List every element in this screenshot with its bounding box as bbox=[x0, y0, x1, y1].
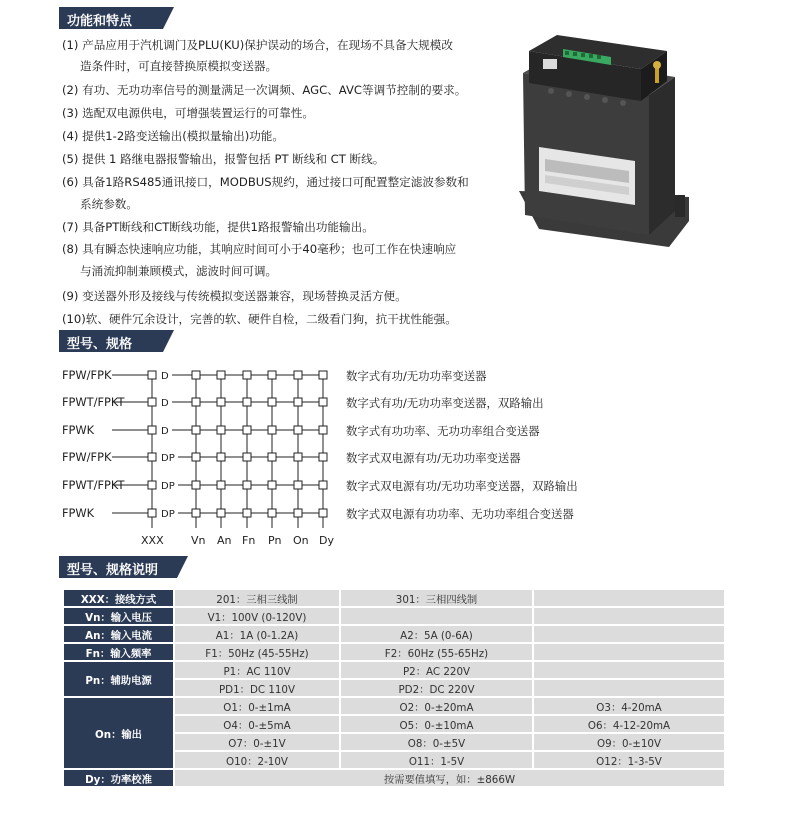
table-cell: F2：60Hz (55-65Hz) bbox=[340, 643, 533, 661]
table-cell: O7：0-±1V bbox=[174, 733, 340, 751]
marker-label: Vn bbox=[191, 534, 206, 547]
spec-table bbox=[62, 588, 726, 788]
row-label: XXX：接线方式 bbox=[63, 589, 174, 607]
table-cell: O11：1-5V bbox=[340, 751, 533, 769]
model-description: 数字式有功功率、无功功率组合变送器 bbox=[346, 424, 540, 438]
table-cell: O10：2-10V bbox=[174, 751, 340, 769]
code-box bbox=[294, 398, 302, 406]
code-box bbox=[268, 453, 276, 461]
code-box bbox=[268, 509, 276, 517]
code-box bbox=[192, 453, 200, 461]
code-box bbox=[217, 453, 225, 461]
code-box bbox=[192, 371, 200, 379]
code-box bbox=[294, 481, 302, 489]
code-box bbox=[268, 371, 276, 379]
code-box bbox=[319, 426, 327, 434]
table-cell: P1：AC 110V bbox=[174, 661, 340, 679]
code-letter: DP bbox=[161, 481, 175, 492]
code-letter: DP bbox=[161, 509, 175, 520]
feature-item: (3) 选配双电源供电，可增强装置运行的可靠性。 bbox=[62, 106, 314, 120]
code-box bbox=[319, 509, 327, 517]
code-box bbox=[319, 453, 327, 461]
model-description: 数字式有功/无功功率变送器 bbox=[346, 369, 487, 383]
model-code-diagram bbox=[110, 360, 335, 530]
table-cell: O4：0-±5mA bbox=[174, 715, 340, 733]
code-box bbox=[148, 509, 156, 517]
feature-item: 与涌流抑制兼顾模式，滤波时间可调。 bbox=[80, 264, 278, 278]
row-label: An：输入电流 bbox=[63, 625, 174, 643]
table-cell: P2：AC 220V bbox=[340, 661, 533, 679]
code-box bbox=[148, 398, 156, 406]
code-box bbox=[294, 453, 302, 461]
code-box bbox=[148, 453, 156, 461]
code-box bbox=[217, 398, 225, 406]
table-cell: O5：0-±10mA bbox=[340, 715, 533, 733]
section-title: 型号、规格 bbox=[67, 337, 133, 352]
row-label: Dy：功率校准 bbox=[63, 769, 174, 787]
marker-label: On bbox=[293, 534, 309, 547]
table-cell: 201：三相三线制 bbox=[174, 589, 340, 607]
code-letter: D bbox=[161, 398, 169, 409]
feature-item: 系统参数。 bbox=[80, 197, 138, 211]
code-box bbox=[192, 481, 200, 489]
marker-label: An bbox=[217, 534, 232, 547]
code-box bbox=[268, 398, 276, 406]
section-title: 功能和特点 bbox=[67, 14, 133, 29]
table-cell: A2：5A (0-6A) bbox=[340, 625, 533, 643]
model-name: FPW/FPK bbox=[62, 368, 112, 382]
code-box bbox=[319, 398, 327, 406]
row-label: On：输出 bbox=[63, 697, 174, 769]
code-box bbox=[217, 481, 225, 489]
table-cell: PD2：DC 220V bbox=[340, 679, 533, 697]
code-box bbox=[243, 426, 251, 434]
feature-item: (2) 有功、无功功率信号的测量满足一次调频、AGC、AVC等调节控制的要求。 bbox=[62, 83, 467, 97]
feature-item: (10)软、硬件冗余设计，完善的软、硬件自检，二级看门狗，抗干扰性能强。 bbox=[62, 312, 457, 326]
code-box bbox=[217, 509, 225, 517]
table-cell: PD1：DC 110V bbox=[174, 679, 340, 697]
code-box bbox=[192, 426, 200, 434]
code-box bbox=[294, 426, 302, 434]
table-row bbox=[63, 607, 725, 625]
table-row bbox=[63, 769, 725, 787]
feature-item: (4) 提供1-2路变送输出(模拟量输出)功能。 bbox=[62, 129, 284, 143]
model-description: 数字式双电源有功功率、无功功率组合变送器 bbox=[346, 507, 574, 521]
model-name: FPWT/FPKT bbox=[62, 478, 125, 492]
table-cell: V1：100V (0-120V) bbox=[174, 607, 340, 625]
marker-label: Pn bbox=[268, 534, 282, 547]
row-label: Fn：输入频率 bbox=[63, 643, 174, 661]
code-box bbox=[319, 481, 327, 489]
table-cell bbox=[533, 643, 725, 661]
marker-label: Fn bbox=[242, 534, 256, 547]
code-letter: DP bbox=[161, 453, 175, 464]
table-cell bbox=[533, 661, 725, 679]
table-cell: 301：三相四线制 bbox=[340, 589, 533, 607]
table-cell bbox=[533, 625, 725, 643]
table-cell: O12：1-3-5V bbox=[533, 751, 725, 769]
feature-item: (8) 具有瞬态快速响应功能，其响应时间可小于40毫秒；也可工作在快速响应 bbox=[62, 242, 457, 256]
code-box bbox=[148, 426, 156, 434]
feature-item: (7) 具备PT断线和CT断线功能，提供1路报警输出功能输出。 bbox=[62, 220, 374, 234]
marker-label: Dy bbox=[319, 534, 334, 547]
table-row bbox=[63, 643, 725, 661]
code-box bbox=[319, 371, 327, 379]
code-box bbox=[217, 426, 225, 434]
feature-item: (9) 变送器外形及接线与传统模拟变送器兼容，现场替换灵活方便。 bbox=[62, 289, 407, 303]
row-label: Vn：输入电压 bbox=[63, 607, 174, 625]
code-box bbox=[243, 481, 251, 489]
feature-item: (6) 具备1路RS485通讯接口，MODBUS规约，通过接口可配置整定滤波参数和 bbox=[62, 175, 469, 189]
table-row bbox=[63, 589, 725, 607]
code-box bbox=[294, 371, 302, 379]
code-box bbox=[243, 509, 251, 517]
code-box bbox=[243, 371, 251, 379]
table-cell bbox=[533, 589, 725, 607]
section-header-models bbox=[59, 330, 174, 352]
model-name: FPWK bbox=[62, 423, 95, 437]
table-cell: A1：1A (0-1.2A) bbox=[174, 625, 340, 643]
section-header-features bbox=[59, 7, 174, 29]
feature-item: (1) 产品应用于汽机调门及PLU(KU)保护误动的场合，在现场不具备大规模改 bbox=[62, 38, 453, 52]
code-box bbox=[148, 481, 156, 489]
model-description: 数字式双电源有功/无功功率变送器，双路输出 bbox=[346, 479, 578, 493]
table-cell: O1：0-±1mA bbox=[174, 697, 340, 715]
model-name: FPW/FPK bbox=[62, 450, 112, 464]
feature-item: (5) 提供 1 路继电器报警输出，报警包括 PT 断线和 CT 断线。 bbox=[62, 152, 385, 166]
table-cell: 按需要值填写，如：±866W bbox=[174, 769, 725, 787]
table-cell bbox=[533, 679, 725, 697]
table-cell: O9：0-±10V bbox=[533, 733, 725, 751]
marker-label: XXX bbox=[141, 534, 164, 547]
code-box bbox=[268, 426, 276, 434]
table-cell: O8：0-±5V bbox=[340, 733, 533, 751]
code-box bbox=[192, 398, 200, 406]
code-box bbox=[243, 398, 251, 406]
feature-item: 造条件时，可直接替换原模拟变送器。 bbox=[80, 59, 278, 73]
model-name: FPWT/FPKT bbox=[62, 395, 125, 409]
table-cell: O6：4-12-20mA bbox=[533, 715, 725, 733]
code-letter: D bbox=[161, 371, 169, 382]
code-box bbox=[294, 509, 302, 517]
transducer-device-photo bbox=[499, 15, 695, 247]
model-name: FPWK bbox=[62, 506, 95, 520]
row-label: Pn：辅助电源 bbox=[63, 661, 174, 697]
code-letter: D bbox=[161, 426, 169, 437]
code-box bbox=[217, 371, 225, 379]
section-title: 型号、规格说明 bbox=[67, 563, 159, 578]
code-box bbox=[268, 481, 276, 489]
table-cell bbox=[340, 607, 533, 625]
table-row bbox=[63, 697, 725, 715]
table-cell bbox=[533, 607, 725, 625]
model-description: 数字式双电源有功/无功功率变送器 bbox=[346, 451, 521, 465]
section-header-spec bbox=[59, 556, 189, 578]
table-cell: O3：4-20mA bbox=[533, 697, 725, 715]
model-description: 数字式有功/无功功率变送器，双路输出 bbox=[346, 396, 544, 410]
table-cell: O2：0-±20mA bbox=[340, 697, 533, 715]
code-box bbox=[192, 509, 200, 517]
table-cell: F1：50Hz (45-55Hz) bbox=[174, 643, 340, 661]
table-row bbox=[63, 625, 725, 643]
code-box bbox=[148, 371, 156, 379]
table-row bbox=[63, 661, 725, 679]
code-box bbox=[243, 453, 251, 461]
